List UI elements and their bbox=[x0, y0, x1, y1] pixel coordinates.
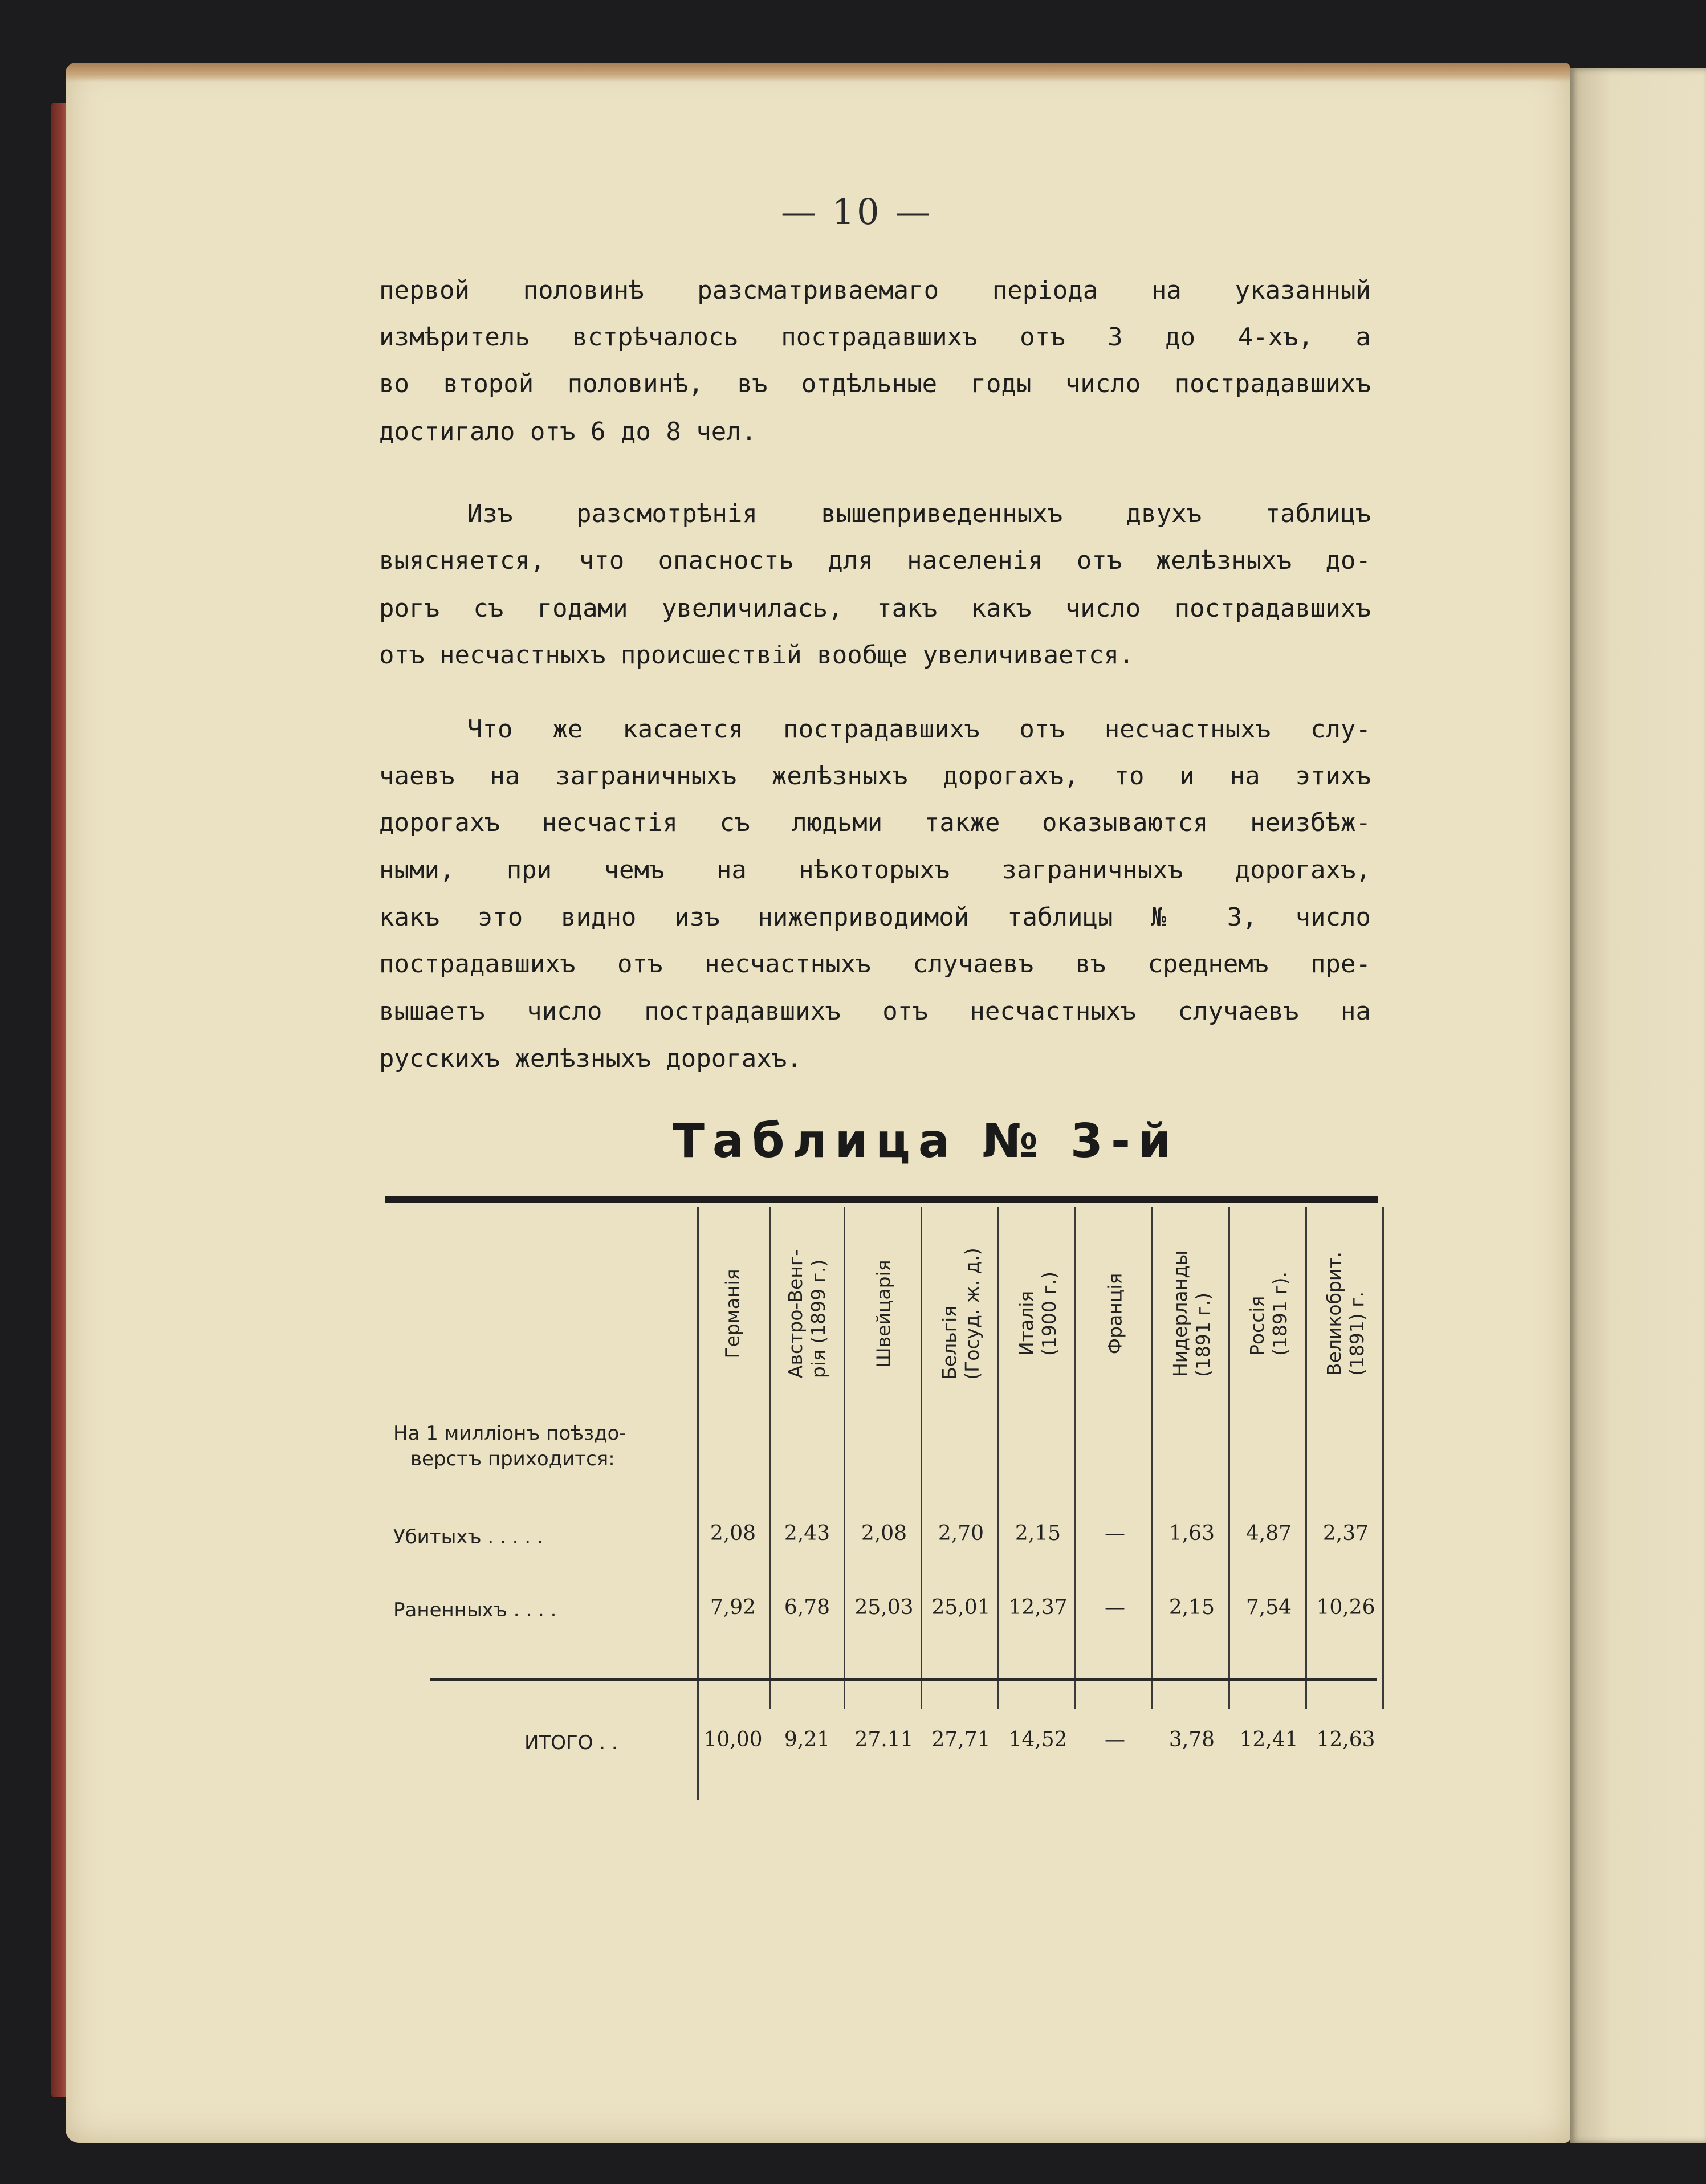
table-cell: 1,63 bbox=[1168, 1522, 1215, 1545]
text-line: ными, при чемъ на нѣкоторыхъ заграничныхъ дорогахъ, bbox=[379, 855, 1371, 885]
text-line: дорогахъ несчастія съ людьми также оказываются неизбѣж- bbox=[379, 808, 1371, 837]
text-line: достигало отъ 6 до 8 чел. bbox=[379, 417, 757, 446]
text-line: измѣритель встрѣчалось пострадавшихъ отъ 3 до 4-хъ, а bbox=[379, 323, 1371, 352]
header-label-line-2: верстъ приходится: bbox=[410, 1448, 615, 1470]
table-total-cell: 9,21 bbox=[784, 1728, 830, 1751]
table-total-cell: 27,71 bbox=[931, 1728, 991, 1751]
column-header-text: Россія (1891 г). bbox=[1246, 1271, 1291, 1356]
table-column-divider bbox=[1228, 1207, 1230, 1709]
table-total-cell: 10,00 bbox=[703, 1728, 763, 1751]
table-column-divider bbox=[921, 1207, 922, 1709]
text-line: рогъ съ годами увеличилась, такъ какъ число пострадавшихъ bbox=[379, 594, 1371, 623]
text-line: выясняется, что опасность для населенія отъ желѣзныхъ до- bbox=[379, 546, 1371, 575]
table-cell: 2,70 bbox=[938, 1522, 984, 1545]
table-total-rule bbox=[430, 1678, 1377, 1681]
table-cell: 2,15 bbox=[1015, 1522, 1061, 1545]
table-column-divider bbox=[1305, 1207, 1307, 1709]
text-line: во второй половинѣ, въ отдѣльные годы число пострадавшихъ bbox=[379, 369, 1371, 398]
table-column-header bbox=[848, 1217, 921, 1411]
table-cell: 25,01 bbox=[931, 1596, 991, 1619]
table-column-header bbox=[1001, 1217, 1074, 1411]
text-line: какъ это видно изъ нижеприводимой таблицы № 3, число bbox=[379, 903, 1371, 932]
text-line: вышаетъ число пострадавшихъ отъ несчастныхъ случаевъ на bbox=[379, 997, 1371, 1026]
table-cell: 4,87 bbox=[1245, 1522, 1292, 1545]
row-label-killed: Убитыхъ . . . . . bbox=[393, 1526, 543, 1549]
table-column-header bbox=[1232, 1217, 1305, 1411]
row-label-injured: Раненныхъ . . . . bbox=[393, 1599, 557, 1621]
header-label-line-1: На 1 милліонъ поѣздо- bbox=[393, 1422, 626, 1445]
text-line: Изъ разсмотрѣнія вышеприведенныхъ двухъ таблицъ bbox=[467, 499, 1371, 528]
table-cell: 2,15 bbox=[1168, 1596, 1215, 1619]
table-cell: — bbox=[1105, 1522, 1125, 1545]
text-line: чаевъ на заграничныхъ желѣзныхъ дорогахъ, то и на этихъ bbox=[379, 761, 1371, 791]
text-line: русскихъ желѣзныхъ дорогахъ. bbox=[379, 1044, 802, 1073]
text-line: отъ несчастныхъ происшествій вообще увеличивается. bbox=[379, 641, 1134, 670]
column-header-text: Германія bbox=[722, 1269, 744, 1359]
facing-page-edge bbox=[1570, 68, 1706, 2143]
text-line: Что же касается пострадавшихъ отъ несчастныхъ слу- bbox=[467, 715, 1371, 744]
table-column-header bbox=[697, 1217, 769, 1411]
table-column-divider bbox=[997, 1207, 999, 1709]
page-number: — 10 — bbox=[781, 191, 933, 233]
table-total-cell: 14,52 bbox=[1008, 1728, 1068, 1751]
table-cell: 10,26 bbox=[1316, 1596, 1375, 1619]
table-top-rule bbox=[385, 1196, 1378, 1203]
column-header-text: Италія (1900 г.) bbox=[1015, 1271, 1060, 1356]
column-header-text: Нидерланды (1891 г.) bbox=[1169, 1250, 1214, 1378]
table-total-cell: — bbox=[1105, 1728, 1125, 1751]
table-total-cell: 27.11 bbox=[854, 1728, 914, 1751]
page-top-edge bbox=[66, 63, 1570, 82]
table-cell: 7,54 bbox=[1245, 1596, 1292, 1619]
column-header-text: Великобрит. (1891) г. bbox=[1323, 1251, 1368, 1376]
table-cell: 25,03 bbox=[854, 1596, 914, 1619]
table-cell: 6,78 bbox=[784, 1596, 830, 1619]
text-line: пострадавшихъ отъ несчастныхъ случаевъ въ среднемъ пре- bbox=[379, 950, 1371, 979]
table-cell: 12,37 bbox=[1008, 1596, 1068, 1619]
table-column-header bbox=[1078, 1217, 1151, 1411]
table-title: Таблица № 3-й bbox=[673, 1114, 1179, 1168]
column-header-text: Франція bbox=[1104, 1273, 1126, 1355]
table-cell: 2,08 bbox=[710, 1522, 756, 1545]
table-cell: 2,43 bbox=[784, 1522, 830, 1545]
row-label-total: ИТОГО . . bbox=[524, 1731, 618, 1754]
table-column-divider bbox=[1151, 1207, 1153, 1709]
column-header-text: Австро-Венг- рія (1899 г.) bbox=[784, 1249, 830, 1379]
table-cell: 7,92 bbox=[710, 1596, 756, 1619]
table-column-divider bbox=[844, 1207, 845, 1709]
table-column-divider bbox=[1074, 1207, 1076, 1709]
table-column-divider bbox=[1382, 1207, 1384, 1709]
column-header-text: Бельгія (Госуд. ж. д.) bbox=[938, 1248, 983, 1380]
column-header-text: Швейцарія bbox=[873, 1260, 895, 1368]
table-column-header bbox=[1155, 1217, 1228, 1411]
table-column-header bbox=[1309, 1217, 1382, 1411]
table-column-header bbox=[925, 1217, 997, 1411]
table-cell: 2,08 bbox=[861, 1522, 907, 1545]
table-total-cell: 12,41 bbox=[1239, 1728, 1298, 1751]
table-cell: — bbox=[1105, 1596, 1125, 1619]
text-line: первой половинѣ разсматриваемаго періода на указанный bbox=[379, 276, 1371, 305]
table-cell: 2,37 bbox=[1322, 1522, 1369, 1545]
table-total-cell: 12,63 bbox=[1316, 1728, 1375, 1751]
table-total-cell: 3,78 bbox=[1168, 1728, 1215, 1751]
table-column-header bbox=[771, 1217, 844, 1411]
